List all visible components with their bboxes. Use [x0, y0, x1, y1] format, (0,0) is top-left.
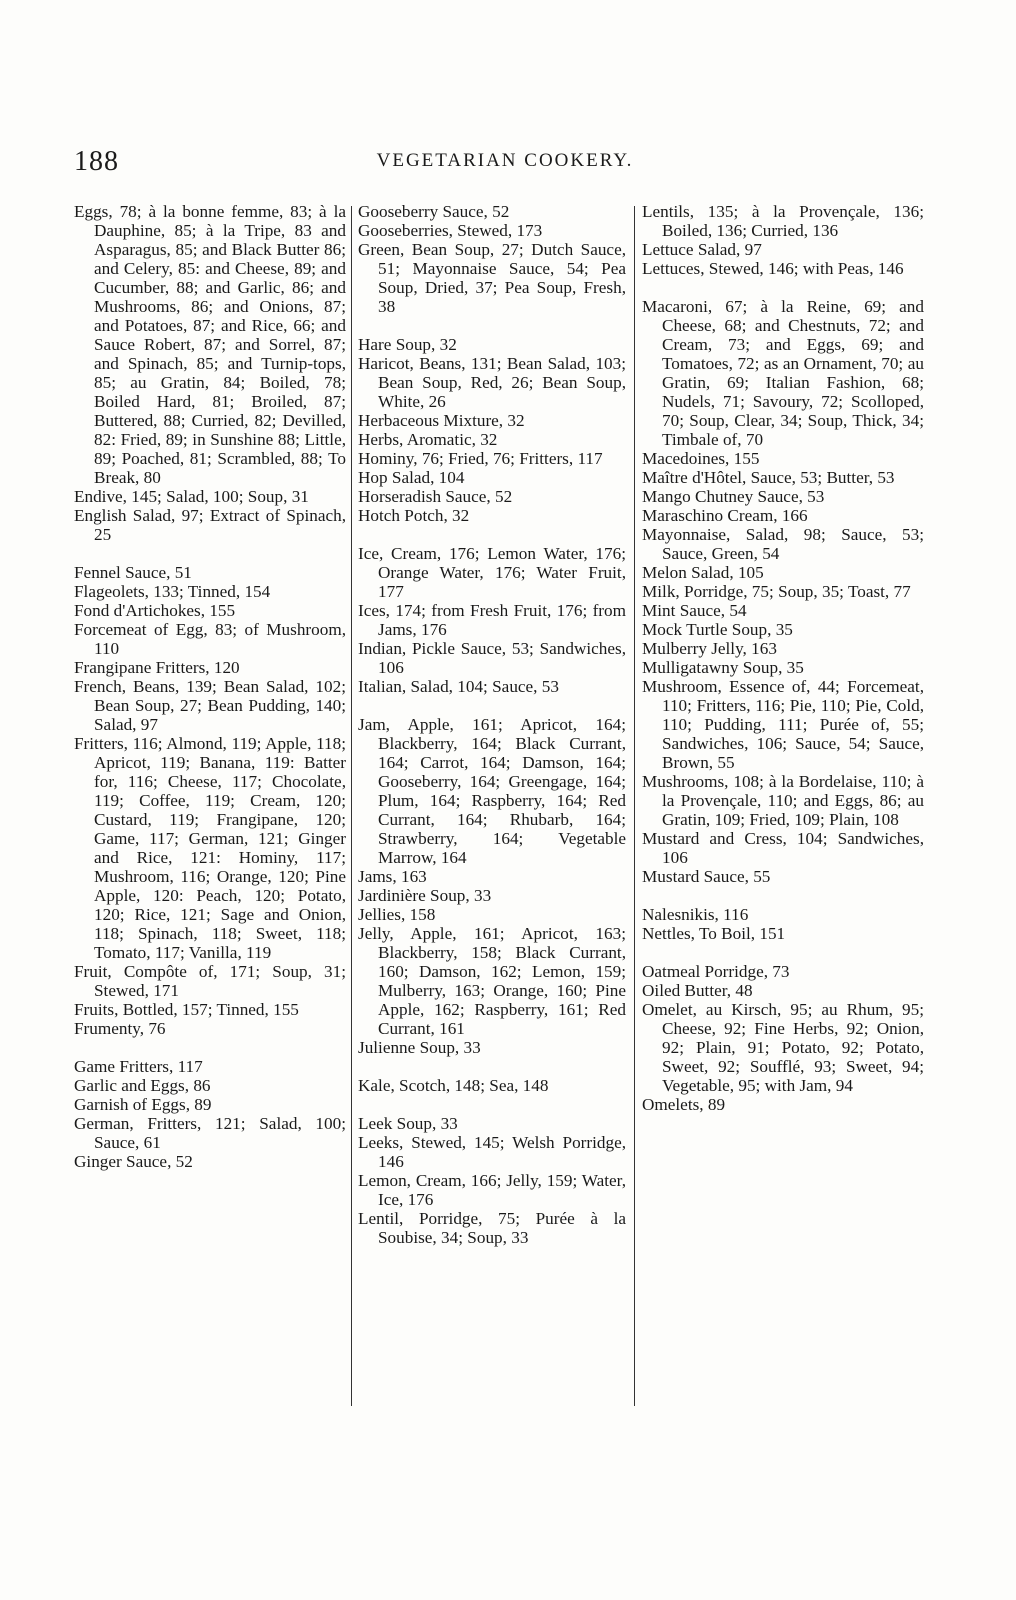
- index-entry: Jellies, 158: [358, 905, 436, 924]
- index-entry: Jardinière Soup, 33: [358, 886, 492, 905]
- index-entry: Maître d'Hôtel, Sauce, 53; Butter, 53: [642, 468, 895, 487]
- index-entry: Herbaceous Mixture, 32: [358, 411, 525, 430]
- index-entry: Haricot, Beans, 131; Bean Salad, 103; Bean Soup, Red, 26; Bean Soup, White, 26: [358, 354, 626, 411]
- index-entry: Leeks, Stewed, 145; Welsh Porridge, 146: [358, 1133, 626, 1171]
- index-entry: Eggs, 78; à la bonne femme, 83; à la Dauphine, 85; à la Tripe, 83 and Asparagus, 85; and Black Butter 86; and Celery, 85: and Cheese, 89; and Cucumber, 88; and Garlic, 86; and Mushrooms, 86; and Onions, 87; and Potatoes, 87; and Rice, 66; and Sauce Robert, 87; and Sorrel, 87; and Spinach, 85; and Turnip-tops, 85; au Gratin, 84; Boiled, 78; Boiled Hard, 81; Broiled, 87; Buttered, 88; Curried, 82; Devilled, 82: Fried, 89; in Sunshine 88; Little, 89; Poached, 81; Scrambled, 88; To Break, 80: [74, 202, 346, 487]
- index-entry: Frangipane Fritters, 120: [74, 658, 240, 677]
- index-entry: Lentil, Porridge, 75; Purée à la Soubise, 34; Soup, 33: [358, 1209, 626, 1247]
- index-entry: Fruits, Bottled, 157; Tinned, 155: [74, 1000, 299, 1019]
- index-entry: German, Fritters, 121; Salad, 100; Sauce, 61: [74, 1114, 346, 1152]
- index-entry: Milk, Porridge, 75; Soup, 35; Toast, 77: [642, 582, 911, 601]
- index-entry: Gooseberries, Stewed, 173: [358, 221, 543, 240]
- column-divider: [634, 206, 635, 1406]
- index-entry: Forcemeat of Egg, 83; of Mushroom, 110: [74, 620, 346, 658]
- index-entry: Mustard and Cress, 104; Sandwiches, 106: [642, 829, 924, 867]
- index-entry: Green, Bean Soup, 27; Dutch Sauce, 51; Mayonnaise Sauce, 54; Pea Soup, Dried, 37; Pea Soup, Fresh, 38: [358, 240, 626, 316]
- index-entry: Ice, Cream, 176; Lemon Water, 176; Orange Water, 176; Water Fruit, 177: [358, 544, 626, 601]
- column-divider: [351, 206, 352, 1406]
- index-column-3: [642, 202, 924, 1412]
- index-entry: Mushroom, Essence of, 44; Forcemeat, 110; Fritters, 116; Pie, 110; Pie, Cold, 110; Pudding, 111; Purée of, 55; Sandwiches, 106; Sauce, 54; Sauce, Brown, 55: [642, 677, 924, 772]
- index-entry: Gooseberry Sauce, 52: [358, 202, 510, 221]
- index-column-2: [358, 202, 626, 1412]
- index-entry: Julienne Soup, 33: [358, 1038, 481, 1057]
- index-entry: Garnish of Eggs, 89: [74, 1095, 212, 1114]
- index-entry: Indian, Pickle Sauce, 53; Sandwiches, 106: [358, 639, 626, 677]
- index-entry: Maraschino Cream, 166: [642, 506, 808, 525]
- index-entry: English Salad, 97; Extract of Spinach, 25: [74, 506, 346, 544]
- index-entry: Mustard Sauce, 55: [642, 867, 771, 886]
- index-entry: Herbs, Aromatic, 32: [358, 430, 498, 449]
- index-entry: Lettuces, Stewed, 146; with Peas, 146: [642, 259, 904, 278]
- index-entry: Mulligatawny Soup, 35: [642, 658, 804, 677]
- index-entry: Italian, Salad, 104; Sauce, 53: [358, 677, 559, 696]
- index-entry: Hotch Potch, 32: [358, 506, 470, 525]
- index-entry: Jelly, Apple, 161; Apricot, 163; Blackberry, 158; Black Currant, 160; Damson, 162; Lemon, 159; Mulberry, 163; Orange, 160; Pine Apple, 162; Raspberry, 161; Red Currant, 161: [358, 924, 626, 1038]
- running-title: VEGETARIAN COOKERY.: [376, 150, 634, 171]
- index-entry: Leek Soup, 33: [358, 1114, 458, 1133]
- index-entry: Hominy, 76; Fried, 76; Fritters, 117: [358, 449, 603, 468]
- index-entry: Fruit, Compôte of, 171; Soup, 31; Stewed, 171: [74, 962, 346, 1000]
- index-entry: Fennel Sauce, 51: [74, 563, 192, 582]
- index-entry: Fond d'Artichokes, 155: [74, 601, 236, 620]
- index-entry: Oiled Butter, 48: [642, 981, 753, 1000]
- index-entry: Lentils, 135; à la Provençale, 136; Boiled, 136; Curried, 136: [642, 202, 924, 240]
- index-entry: Omelets, 89: [642, 1095, 726, 1114]
- index-entry: Mango Chutney Sauce, 53: [642, 487, 825, 506]
- index-entry: Mushrooms, 108; à la Bordelaise, 110; à la Provençale, 110; and Eggs, 86; au Gratin, 109; Fried, 109; Plain, 108: [642, 772, 924, 829]
- index-entry: Nalesnikis, 116: [642, 905, 749, 924]
- index-entry: Mayonnaise, Salad, 98; Sauce, 53; Sauce, Green, 54: [642, 525, 924, 563]
- index-entry: Oatmeal Porridge, 73: [642, 962, 790, 981]
- page-number: 188: [74, 146, 119, 177]
- index-entry: Mint Sauce, 54: [642, 601, 747, 620]
- index-entry: Horseradish Sauce, 52: [358, 487, 513, 506]
- index-entry: Nettles, To Boil, 151: [642, 924, 786, 943]
- index-entry: Macedoines, 155: [642, 449, 760, 468]
- index-entry: Mock Turtle Soup, 35: [642, 620, 793, 639]
- index-entry: Melon Salad, 105: [642, 563, 764, 582]
- index-entry: Endive, 145; Salad, 100; Soup, 31: [74, 487, 309, 506]
- index-entry: Lettuce Salad, 97: [642, 240, 762, 259]
- index-entry: Jam, Apple, 161; Apricot, 164; Blackberry, 164; Black Currant, 164; Carrot, 164; Damson, 164; Gooseberry, 164; Greengage, 164; Plum, 164; Raspberry, 164; Red Currant, 164; Rhubarb, 164; Strawberry, 164; Vegetable Marrow, 164: [358, 715, 626, 867]
- index-entry: Ices, 174; from Fresh Fruit, 176; from Jams, 176: [358, 601, 626, 639]
- index-entry: French, Beans, 139; Bean Salad, 102; Bean Soup, 27; Bean Pudding, 140; Salad, 97: [74, 677, 346, 734]
- index-entry: Hop Salad, 104: [358, 468, 465, 487]
- index-entry: Ginger Sauce, 52: [74, 1152, 193, 1171]
- index-entry: Macaroni, 67; à la Reine, 69; and Cheese, 68; and Chestnuts, 72; and Cream, 73; and Eggs, 69; and Tomatoes, 72; as an Ornament, 70; au Gratin, 69; Italian Fashion, 68; Nudels, 71; Savoury, 72; Scolloped, 70; Soup, Clear, 34; Soup, Thick, 34; Timbale of, 70: [642, 297, 924, 449]
- index-entry: Omelet, au Kirsch, 95; au Rhum, 95; Cheese, 92; Fine Herbs, 92; Onion, 92; Plain, 91; Potato, 92; Potato, Sweet, 92; Soufflé, 93; Sweet, 94; Vegetable, 95; with Jam, 94: [642, 1000, 924, 1095]
- index-entry: Game Fritters, 117: [74, 1057, 203, 1076]
- index-entry: Flageolets, 133; Tinned, 154: [74, 582, 271, 601]
- index-entry: Fritters, 116; Almond, 119; Apple, 118; Apricot, 119; Banana, 119: Batter for, 116; Cheese, 117; Chocolate, 119; Coffee, 119; Cream, 120; Custard, 119; Frangipane, 120; Game, 117; German, 121; Ginger and Rice, 121: Hominy, 117; Mushroom, 116; Orange, 120; Pine Apple, 120: Peach, 120; Potato, 120; Rice, 121; Sage and Onion, 118; Spinach, 118; Sweet, 118; Tomato, 117; Vanilla, 119: [74, 734, 346, 962]
- index-entry: Mulberry Jelly, 163: [642, 639, 777, 658]
- index-entry: Jams, 163: [358, 867, 427, 886]
- index-column-1: [74, 202, 346, 1412]
- index-entry: Kale, Scotch, 148; Sea, 148: [358, 1076, 549, 1095]
- index-entry: Lemon, Cream, 166; Jelly, 159; Water, Ice, 176: [358, 1171, 626, 1209]
- index-entry: Garlic and Eggs, 86: [74, 1076, 211, 1095]
- index-entry: Hare Soup, 32: [358, 335, 457, 354]
- index-entry: Frumenty, 76: [74, 1019, 166, 1038]
